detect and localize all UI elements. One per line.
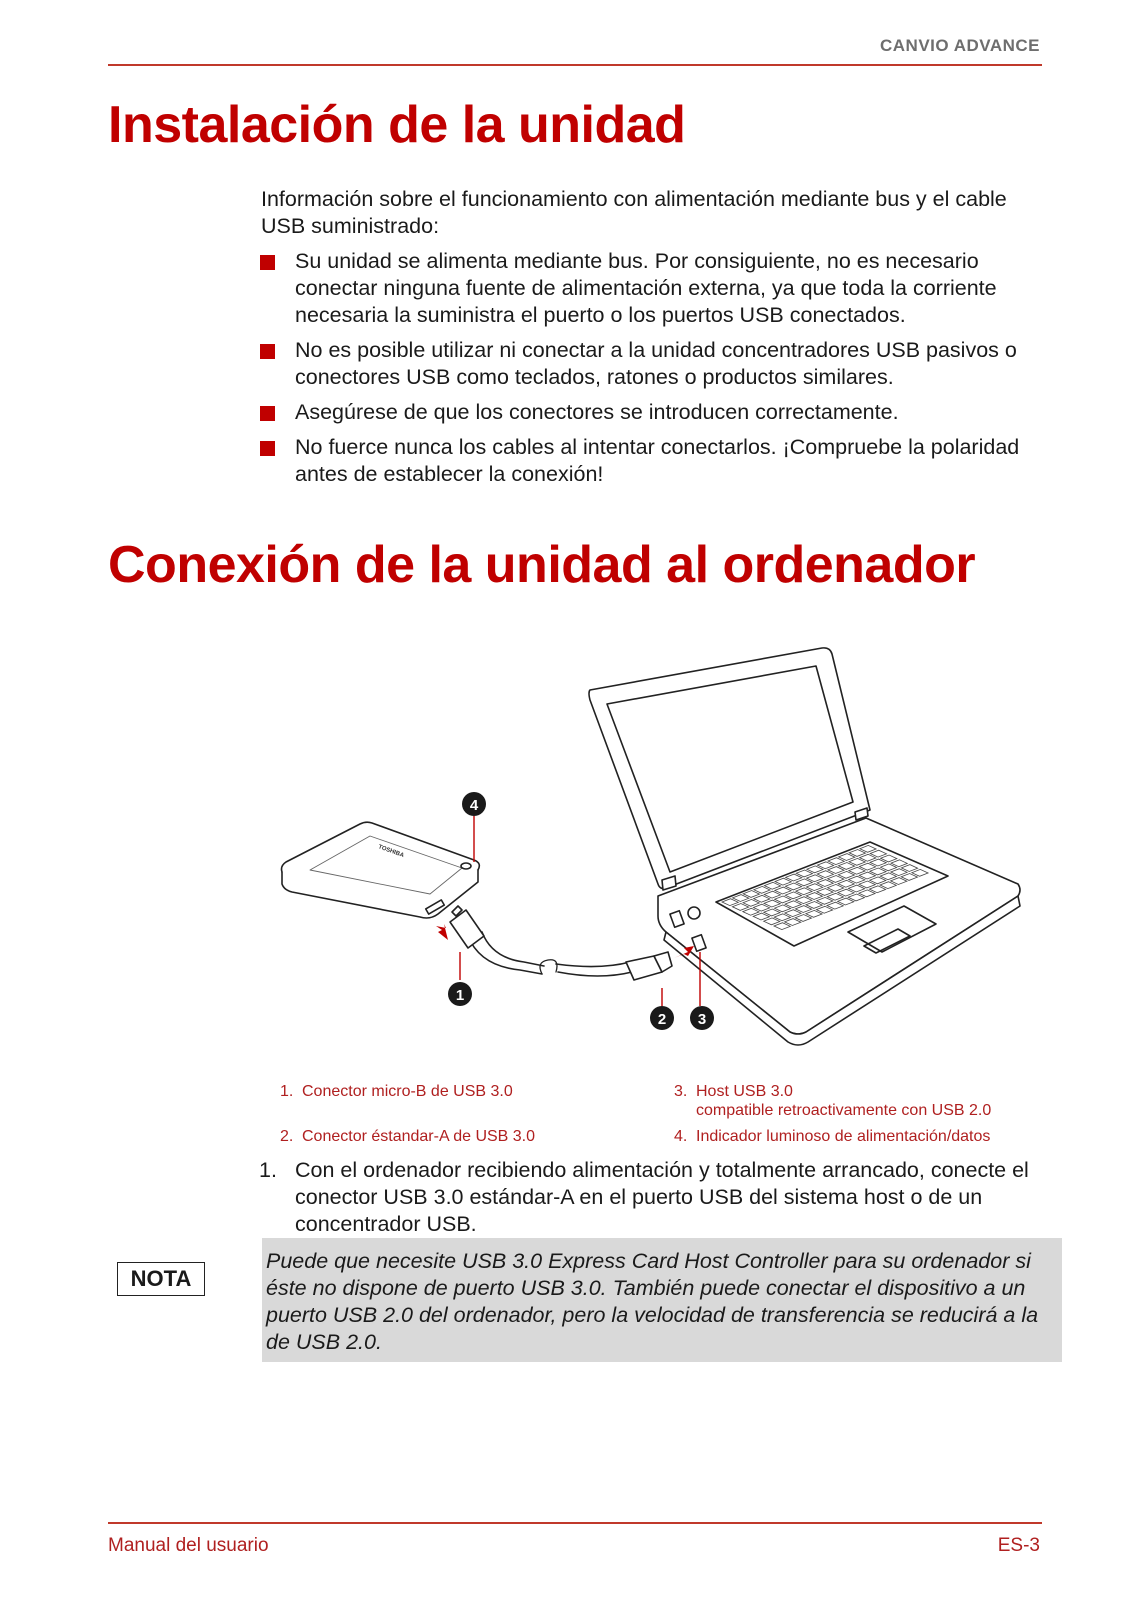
bullet-list xyxy=(259,248,1059,496)
bullet-square-icon xyxy=(260,344,275,359)
svg-text:2: 2 xyxy=(657,1011,667,1028)
drive-brand-label: TOSHIBA xyxy=(377,844,405,860)
bullet-square-icon xyxy=(260,255,275,270)
bullet-text: Su unidad se alimenta mediante bus. Por consiguiente, no es necesario conectar ninguna fuente de alimentación externa, ya que toda la corriente necesaria la suministra el puerto o los puertos USB conectados. xyxy=(295,249,997,327)
footer-rule xyxy=(108,1522,1042,1524)
callout-4 xyxy=(462,792,486,816)
caption-4: 4. Indicador luminoso de alimentación/datos xyxy=(674,1128,991,1145)
section-title-connection: Conexión de la unidad al ordenador xyxy=(108,536,976,594)
intro-paragraph: Información sobre el funcionamiento con alimentación mediante bus y el cable USB suministrado: xyxy=(261,187,1007,238)
caption-3: 3. Host USB 3.0 compatible retroactivamente con USB 2.0 xyxy=(674,1083,992,1119)
note-box xyxy=(262,1238,1062,1362)
steps-list xyxy=(259,1157,1059,1238)
list-item xyxy=(259,434,1059,488)
callout-1 xyxy=(448,982,472,1006)
bullet-text: No fuerce nunca los cables al intentar conectarlos. ¡Compruebe la polaridad antes de establecer la conexión! xyxy=(295,435,1020,486)
bullet-text: No es posible utilizar ni conectar a la unidad concentradores USB pasivos o conectores USB como teclados, ratones o productos similares. xyxy=(295,338,1017,389)
header-rule xyxy=(108,64,1042,66)
caption-1: 1. Conector micro-B de USB 3.0 xyxy=(280,1083,513,1100)
svg-text:4: 4 xyxy=(469,797,479,814)
callout-2 xyxy=(650,1006,674,1030)
usb-cable xyxy=(468,936,542,974)
bullet-text: Asegúrese de que los conectores se introducen correctamente. xyxy=(295,400,899,424)
caption-2: 2. Conector éstandar-A de USB 3.0 xyxy=(280,1128,536,1145)
insert-arrow-icon xyxy=(436,924,448,940)
svg-text:3: 3 xyxy=(697,1011,707,1028)
note-text: Puede que necesite USB 3.0 Express Card Host Controller para su ordenador si éste no dispone de puerto USB 3.0. También puede conectar el dispositivo a un puerto USB 2.0 del ordenador, pero la velocidad de transferencia se reducirá a la de USB 2.0. xyxy=(266,1249,1039,1354)
note-badge: NOTA xyxy=(117,1262,205,1296)
running-header: CANVIO ADVANCE xyxy=(879,36,1040,55)
list-item xyxy=(259,337,1059,391)
bullet-square-icon xyxy=(260,441,275,456)
bullet-square-icon xyxy=(260,406,275,421)
list-item: 1. Con el ordenador recibiendo alimentación y totalmente arrancado, conecte el conector USB 3.0 estándar-A en el puerto USB del sistema host o de un concentrador USB. xyxy=(259,1158,1029,1236)
svg-text:1: 1 xyxy=(455,987,465,1004)
footer-page-number: ES-3 xyxy=(997,1535,1040,1556)
footer-manual-title: Manual del usuario xyxy=(108,1535,269,1556)
callout-3 xyxy=(690,1006,714,1030)
list-item xyxy=(259,399,1059,426)
section-title-installation: Instalación de la unidad xyxy=(108,96,686,154)
list-item xyxy=(259,248,1059,329)
connection-illustration xyxy=(270,640,1060,1070)
